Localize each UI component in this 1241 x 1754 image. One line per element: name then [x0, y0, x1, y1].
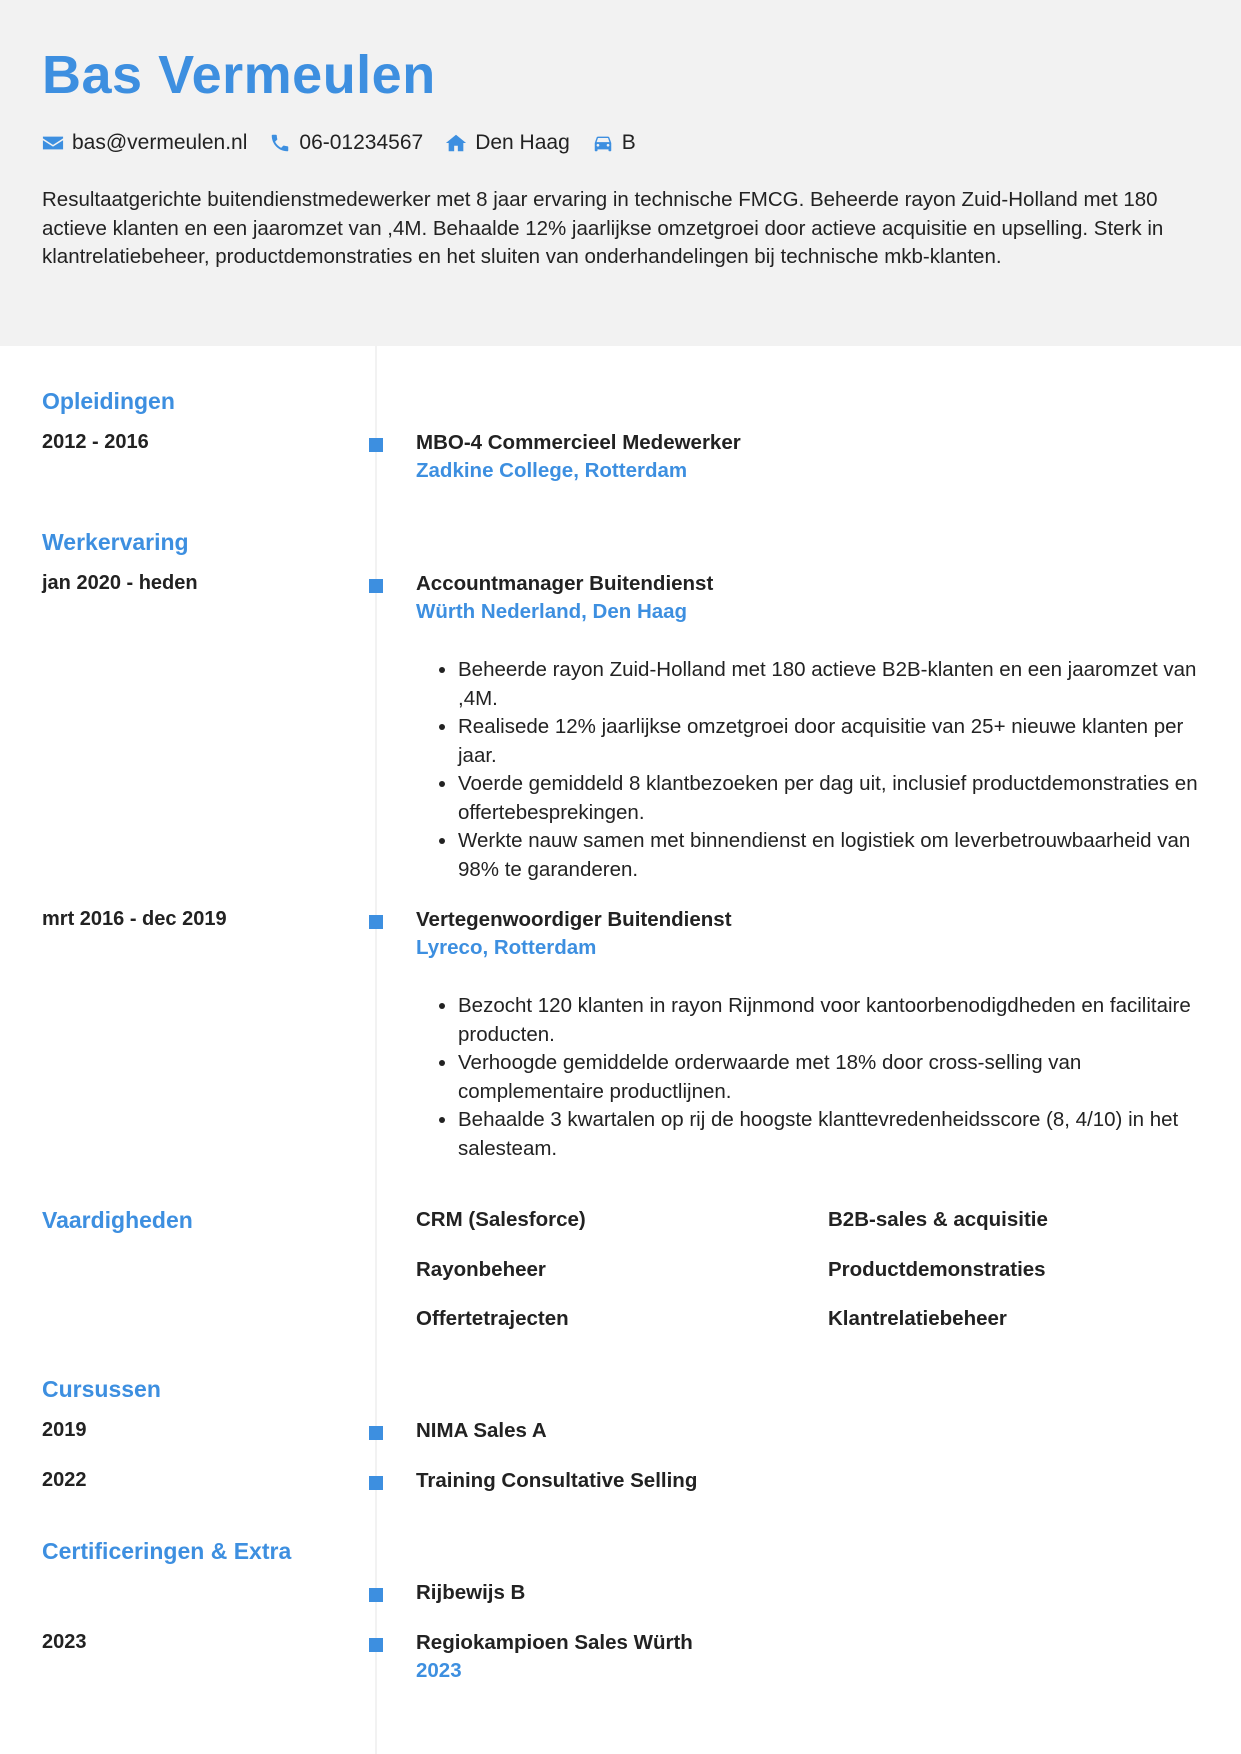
contact-location — [445, 131, 570, 155]
list-item: • Beheerde rayon Zuid-Holland met 180 actieve B2B-klanten en een jaaromzet van ,4M. — [458, 656, 1218, 713]
timeline-marker — [369, 1638, 383, 1652]
header-panel — [0, 0, 1241, 346]
list-item: • Realisede 12% jaarlijkse omzetgroei door acquisitie van 25+ nieuwe klanten per jaar. — [458, 713, 1218, 770]
section-title-experience: Werkervaring — [42, 529, 189, 555]
skill-item: B2B-sales & acquisitie — [828, 1208, 1048, 1231]
envelope-icon — [42, 132, 64, 154]
job-company: Lyreco, Rotterdam — [416, 936, 597, 959]
location-text: Den Haag — [475, 131, 570, 154]
email-text: bas@vermeulen.nl — [72, 131, 248, 154]
skill-item: Klantrelatiebeheer — [828, 1307, 1007, 1330]
timeline-marker — [369, 915, 383, 929]
section-title-certifications: Certificeringen & Extra — [42, 1538, 292, 1564]
course-title: NIMA Sales A — [416, 1419, 547, 1442]
job-title: Vertegenwoordiger Buitendienst — [416, 908, 732, 931]
phone-icon — [269, 132, 291, 154]
course-title: Training Consultative Selling — [416, 1469, 698, 1492]
job-bullets — [416, 992, 1218, 1163]
skill-item: Rayonbeheer — [416, 1258, 546, 1281]
license-text: B — [621, 131, 636, 154]
list-item: • Verhoogde gemiddelde orderwaarde met 18% door cross-selling van complementaire productlijnen. — [458, 1049, 1218, 1106]
skill-item: Offertetrajecten — [416, 1307, 569, 1330]
job-title: Accountmanager Buitendienst — [416, 572, 714, 595]
job-date: jan 2020 - heden — [42, 572, 198, 594]
timeline-marker — [369, 438, 383, 452]
education-school: Zadkine College, Rotterdam — [416, 459, 688, 482]
list-item: • Behaalde 3 kwartalen op rij de hoogste klanttevredenheidsscore (8, 4/10) in het salesteam. — [458, 1106, 1218, 1163]
education-date: 2012 - 2016 — [42, 431, 149, 453]
timeline-marker — [369, 1588, 383, 1602]
timeline-divider — [375, 346, 377, 1754]
section-title-education: Opleidingen — [42, 388, 175, 414]
certification-year: 2023 — [416, 1659, 462, 1682]
certification-title: Rijbewijs B — [416, 1581, 526, 1604]
timeline-marker — [369, 1426, 383, 1440]
home-icon — [445, 132, 467, 154]
course-date: 2022 — [42, 1469, 87, 1491]
job-company: Würth Nederland, Den Haag — [416, 600, 688, 623]
section-title-courses: Cursussen — [42, 1376, 161, 1402]
skill-item: Productdemonstraties — [828, 1258, 1046, 1281]
list-item: • Voerde gemiddeld 8 klantbezoeken per dag uit, inclusief productdemonstraties en offertebesprekingen. — [458, 770, 1218, 827]
course-date: 2019 — [42, 1419, 87, 1441]
timeline-marker — [369, 579, 383, 593]
education-title: MBO-4 Commercieel Medewerker — [416, 431, 741, 454]
timeline-marker — [369, 1476, 383, 1490]
contact-phone[interactable] — [269, 131, 423, 155]
profile-summary: Resultaatgerichte buitendienstmedewerker met 8 jaar ervaring in technische FMCG. Beheerde rayon Zuid-Holland met 180 actieve klanten en een jaaromzet van ,4M. Behaalde 12% jaarlijkse omzetgroei door actieve acquisitie en upselling. Sterk in klantrelatiebeheer, productdemonstraties en het sluiten van onderhandelingen bij technische mkb-klanten. — [42, 188, 1164, 268]
car-icon — [592, 132, 614, 154]
certification-date: 2023 — [42, 1631, 87, 1653]
section-title-skills: Vaardigheden — [42, 1207, 193, 1233]
list-item: • Werkte nauw samen met binnendienst en logistiek om leverbetrouwbaarheid van 98% te garanderen. — [458, 827, 1218, 884]
contact-license — [592, 131, 636, 155]
certification-title: Regiokampioen Sales Würth — [416, 1631, 693, 1654]
skill-item: CRM (Salesforce) — [416, 1208, 586, 1231]
job-date: mrt 2016 - dec 2019 — [42, 908, 227, 930]
person-name: Bas Vermeulen — [42, 45, 436, 105]
contact-email[interactable] — [42, 131, 247, 155]
job-bullets — [416, 656, 1218, 884]
contact-row — [42, 128, 658, 158]
phone-text: 06-01234567 — [299, 131, 424, 154]
list-item: • Bezocht 120 klanten in rayon Rijnmond voor kantoorbenodigdheden en facilitaire producten. — [458, 992, 1218, 1049]
